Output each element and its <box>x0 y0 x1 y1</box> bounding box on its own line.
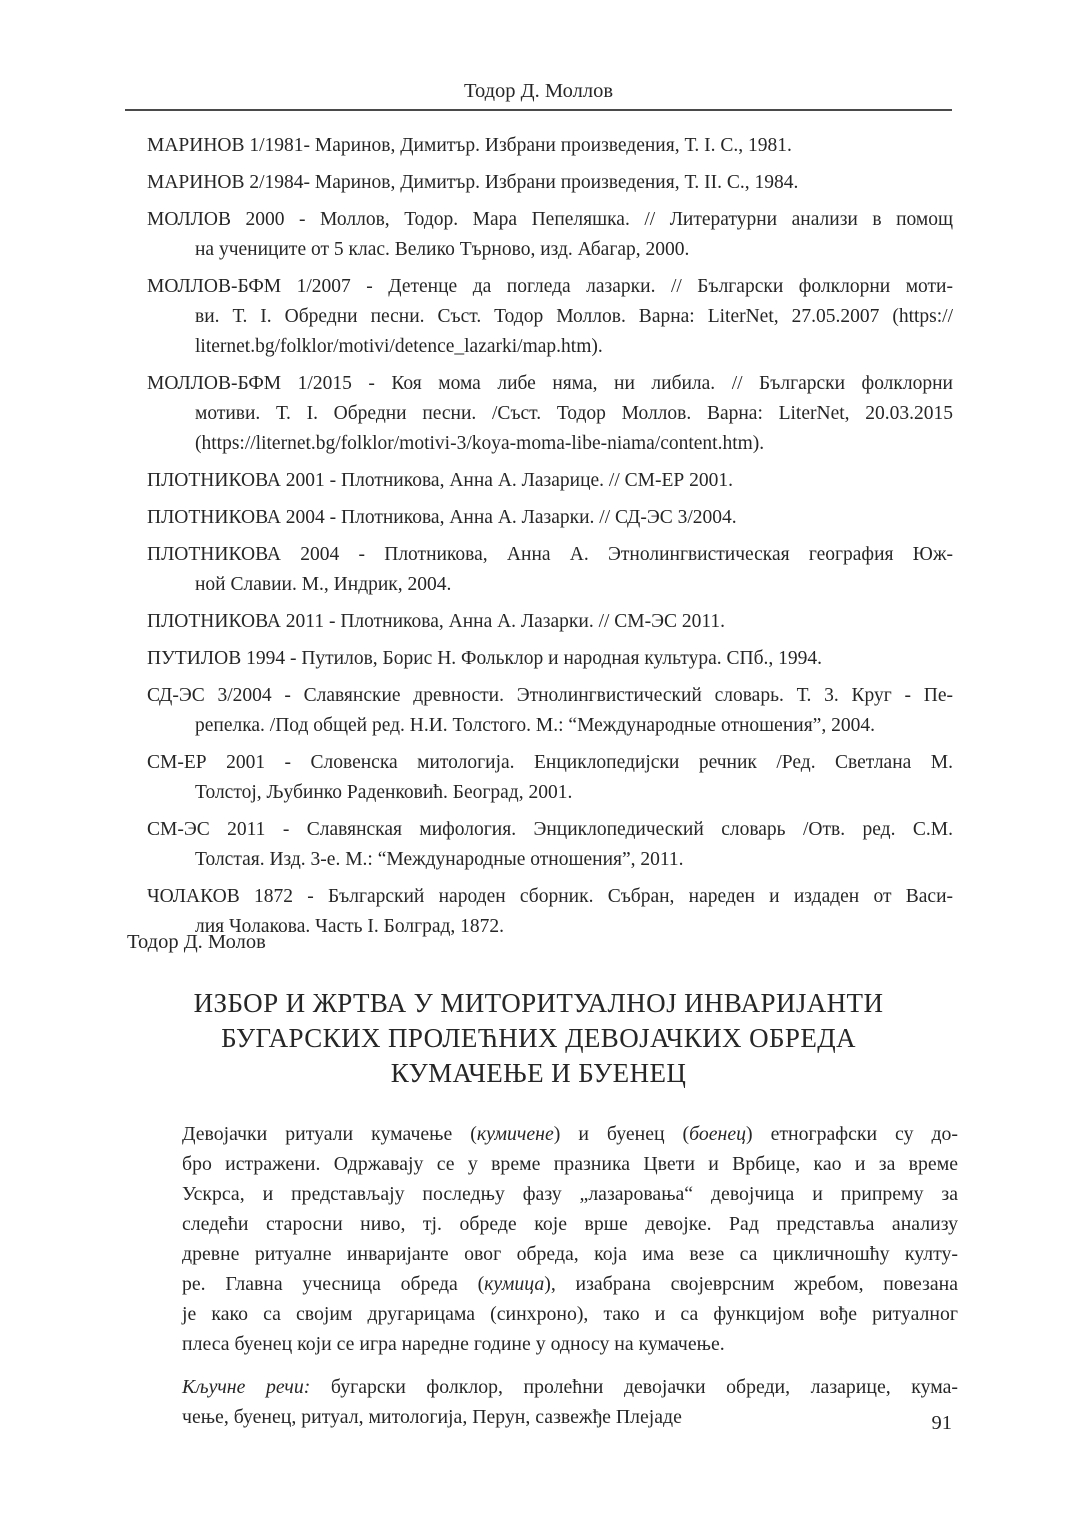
author-byline: Тодор Д. Молов <box>127 931 266 953</box>
bibliography-entry <box>147 205 953 265</box>
text-segment: ) етнографски су до- <box>746 1123 958 1145</box>
text-segment: Кључне речи: <box>182 1376 311 1398</box>
text-segment: кумичене <box>476 1123 554 1145</box>
bibliography-entry <box>147 540 953 600</box>
bibliography-entry <box>147 681 953 741</box>
bibliography-line: Толстая. Изд. 3-е. М.: “Международные отношения”, 2011. <box>195 849 684 870</box>
bibliography-entry <box>147 748 953 808</box>
bibliography-line: МОЛЛОВ-БФМ 1/2015 - Коя мома либе няма, ни либила. // Български фолклорни <box>147 373 953 394</box>
bibliography-entry <box>147 168 953 198</box>
bibliography-line: СМ-ЭС 2011 - Славянская мифология. Энциклопедический словарь /Отв. ред. С.М. <box>147 819 953 840</box>
bibliography-line: МОЛЛОВ 2000 - Моллов, Тодор. Мара Пепеляшка. // Литературни анализи в помощ <box>147 209 953 230</box>
bibliography-line: ви. Т. I. Обредни песни. Съст. Тодор Моллов. Варна: LiterNet, 27.05.2007 (https:// <box>195 306 953 327</box>
abstract-line <box>182 1119 958 1149</box>
text-segment: ) и буенец ( <box>553 1123 690 1145</box>
article-title <box>125 986 952 1091</box>
bibliography-entry <box>147 466 953 496</box>
abstract-line <box>182 1269 958 1299</box>
abstract-paragraph <box>182 1119 958 1359</box>
bibliography-entry <box>147 369 953 459</box>
bibliography-line: СД-ЭС 3/2004 - Славянские древности. Этнолингвистический словарь. Т. 3. Круг - Пе- <box>147 685 953 706</box>
text-segment: следећи старосни ниво, тј. обреде које врше девојке. Рад представља анализу <box>182 1213 958 1235</box>
bibliography-entry <box>147 882 953 942</box>
text-segment: ), изабрана својеврсним жребом, повезана <box>544 1273 958 1295</box>
bibliography-line: liternet.bg/folklor/motivi/detence_lazarki/map.htm). <box>195 336 603 357</box>
abstract-line <box>182 1299 958 1329</box>
text-segment: древне ритуалне инваријанте овог обреда, која има везе са цикличношћу култу- <box>182 1243 958 1265</box>
abstract-line <box>182 1239 958 1269</box>
abstract-line <box>182 1209 958 1239</box>
bibliography-line: МОЛЛОВ-БФМ 1/2007 - Детенце да погледа лазарки. // Български фолклорни моти- <box>147 276 953 297</box>
article-title-line: КУМАЧЕЊЕ И БУЕНЕЦ <box>390 1058 687 1088</box>
abstract-line <box>182 1149 958 1179</box>
bibliography-line: МАРИНОВ 1/1981- Маринов, Димитър. Избрани произведения, Т. I. С., 1981. <box>147 135 792 156</box>
text-segment: ре. Главна учесница обреда ( <box>182 1273 485 1295</box>
text-segment: Ускрса, и представљају последњу фазу „лазаровања“ девојчица и припрему за <box>182 1183 958 1205</box>
text-segment: кумица <box>484 1273 545 1295</box>
bibliography-entry <box>147 815 953 875</box>
bibliography-line: ПУТИЛОВ 1994 - Путилов, Борис Н. Фольклор и народная культура. СПб., 1994. <box>147 648 822 669</box>
bibliography-entry <box>147 272 953 362</box>
text-segment: бугарски фолклор, пролећни девојачки обреди, лазарице, кума- <box>310 1376 958 1398</box>
bibliography-list <box>147 131 953 949</box>
text-segment: Девојачки ритуали кумачење ( <box>182 1123 477 1145</box>
page-content <box>125 0 958 1524</box>
bibliography-entry <box>147 644 953 674</box>
keywords-line <box>182 1372 958 1402</box>
header-rule <box>125 109 952 111</box>
article-title-line: БУГАРСКИХ ПРОЛЕЋНИХ ДЕВОЈАЧКИХ ОБРЕДА <box>221 1023 856 1053</box>
bibliography-line: ПЛОТНИКОВА 2001 - Плотникова, Анна А. Лазарице. // СМ-ЕР 2001. <box>147 470 733 491</box>
bibliography-line: (https://liternet.bg/folklor/motivi-3/koya-moma-libe-niama/content.htm). <box>195 433 765 454</box>
text-segment: бро истражени. Одржавају се у време празника Цвети и Врбице, као и за време <box>182 1153 958 1175</box>
bibliography-line: ПЛОТНИКОВА 2011 - Плотникова, Анна А. Лазарки. // СМ-ЭС 2011. <box>147 611 726 632</box>
bibliography-line: ной Славии. М., Индрик, 2004. <box>195 574 452 595</box>
bibliography-entry <box>147 607 953 637</box>
running-header: Тодор Д. Моллов <box>463 80 613 102</box>
bibliography-line: МАРИНОВ 2/1984- Маринов, Димитър. Избрани произведения, Т. II. С., 1984. <box>147 172 799 193</box>
bibliography-line: лия Чолакова. Часть I. Болград, 1872. <box>195 916 505 937</box>
bibliography-entry <box>147 503 953 533</box>
bibliography-line: мотиви. Т. I. Обредни песни. /Съст. Тодор Моллов. Варна: LiterNet, 20.03.2015 <box>195 403 953 424</box>
bibliography-line: на учениците от 5 клас. Велико Търново, изд. Абагар, 2000. <box>195 239 690 260</box>
bibliography-line: Толстој, Љубинко Раденковић. Београд, 2001. <box>195 782 573 803</box>
text-segment: боенец <box>689 1123 746 1145</box>
text-segment: је како са својим другарицама (синхроно), тако и са функцијом вође ритуалног <box>182 1303 958 1325</box>
bibliography-line: ЧОЛАКОВ 1872 - Българский народен сборник. Събран, нареден и издаден от Васи- <box>147 886 953 907</box>
bibliography-line: ПЛОТНИКОВА 2004 - Плотникова, Анна А. Этнолингвистическая география Юж- <box>147 544 953 565</box>
abstract-line <box>182 1329 958 1359</box>
bibliography-line: ПЛОТНИКОВА 2004 - Плотникова, Анна А. Лазарки. // СД-ЭС 3/2004. <box>147 507 737 528</box>
text-segment: плеса буенец који се игра наредне године у односу на кумачење. <box>182 1333 725 1355</box>
page-number: 91 <box>931 1412 952 1434</box>
abstract-line <box>182 1179 958 1209</box>
bibliography-line: СМ-ЕР 2001 - Словенска митологија. Енциклопедијски речник /Ред. Светлана М. <box>147 752 953 773</box>
bibliography-entry <box>147 131 953 161</box>
bibliography-line: репелка. /Под общей ред. Н.И. Толстого. М.: “Международные отношения”, 2004. <box>195 715 875 736</box>
text-segment: чење, буенец, ритуал, митологија, Перун, сазвежђе Плејаде <box>182 1406 682 1428</box>
article-title-line: ИЗБОР И ЖРТВА У МИТОРИТУАЛНОЈ ИНВАРИЈАНТИ <box>193 988 884 1018</box>
